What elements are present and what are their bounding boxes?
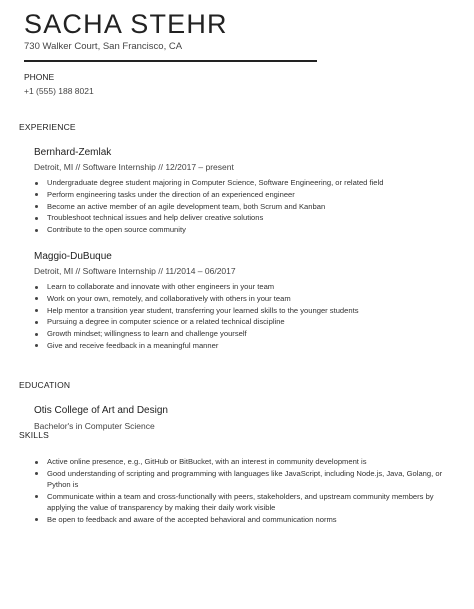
job-entry [34, 146, 454, 236]
education-heading: EDUCATION [19, 380, 71, 390]
candidate-address: 730 Walker Court, San Francisco, CA [24, 41, 183, 52]
job-company: Bernhard-Zemlak [34, 147, 112, 158]
bullet-item: Give and receive feedback in a meaningful manner [34, 340, 454, 352]
skills-list [34, 452, 454, 525]
bullet-item: Become an active member of an agile development team, both Scrum and Kanban [34, 201, 454, 213]
bullet-item: Pursuing a degree in computer science or a related technical discipline [34, 316, 454, 328]
job-meta: Detroit, MI // Software Internship // 12/2017 – present [34, 162, 234, 172]
skill-item: Be open to feedback and aware of the accepted behavioral and communication norms [34, 514, 454, 526]
bullet-item: Perform engineering tasks under the direction of an experienced engineer [34, 189, 454, 201]
skill-item: Active online presence, e.g., GitHub or BitBucket, with an interest in community development is [34, 456, 454, 468]
header-divider [24, 60, 317, 62]
candidate-name: SACHA STEHR [24, 9, 228, 39]
bullet-item: Undergraduate degree student majoring in Computer Science, Software Engineering, or related field [34, 177, 454, 189]
phone-value: +1 (555) 188 8021 [24, 86, 94, 96]
experience-heading: EXPERIENCE [19, 122, 76, 132]
job-meta: Detroit, MI // Software Internship // 11/2014 – 06/2017 [34, 266, 236, 276]
skills-heading: SKILLS [19, 430, 50, 440]
bullet-item: Learn to collaborate and innovate with other engineers in your team [34, 281, 454, 293]
skills-bullets [34, 456, 454, 525]
degree-name: Bachelor's in Computer Science [34, 421, 155, 431]
skill-item: Communicate within a team and cross-functionally with peers, stakeholders, and upstream community members by applying the value of transparency by making their daily work visible [34, 491, 454, 514]
job-bullets [34, 281, 454, 352]
phone-label: PHONE [24, 72, 55, 82]
job-bullets [34, 177, 454, 236]
job-company: Maggio-DuBuque [34, 251, 112, 262]
school-name: Otis College of Art and Design [34, 405, 168, 416]
bullet-item: Contribute to the open source community [34, 224, 454, 236]
job-entry [34, 250, 454, 352]
bullet-item: Work on your own, remotely, and collaboratively with others in your team [34, 293, 454, 305]
education-entry [34, 404, 454, 431]
bullet-item: Growth mindset; willingness to learn and challenge yourself [34, 328, 454, 340]
skill-item: Good understanding of scripting and programming with languages like JavaScript, including Node.js, Java, Golang, or Python is [34, 468, 454, 491]
bullet-item: Troubleshoot technical issues and help deliver creative solutions [34, 212, 454, 224]
bullet-item: Help mentor a transition year student, transferring your learned skills to the younger students [34, 305, 454, 317]
